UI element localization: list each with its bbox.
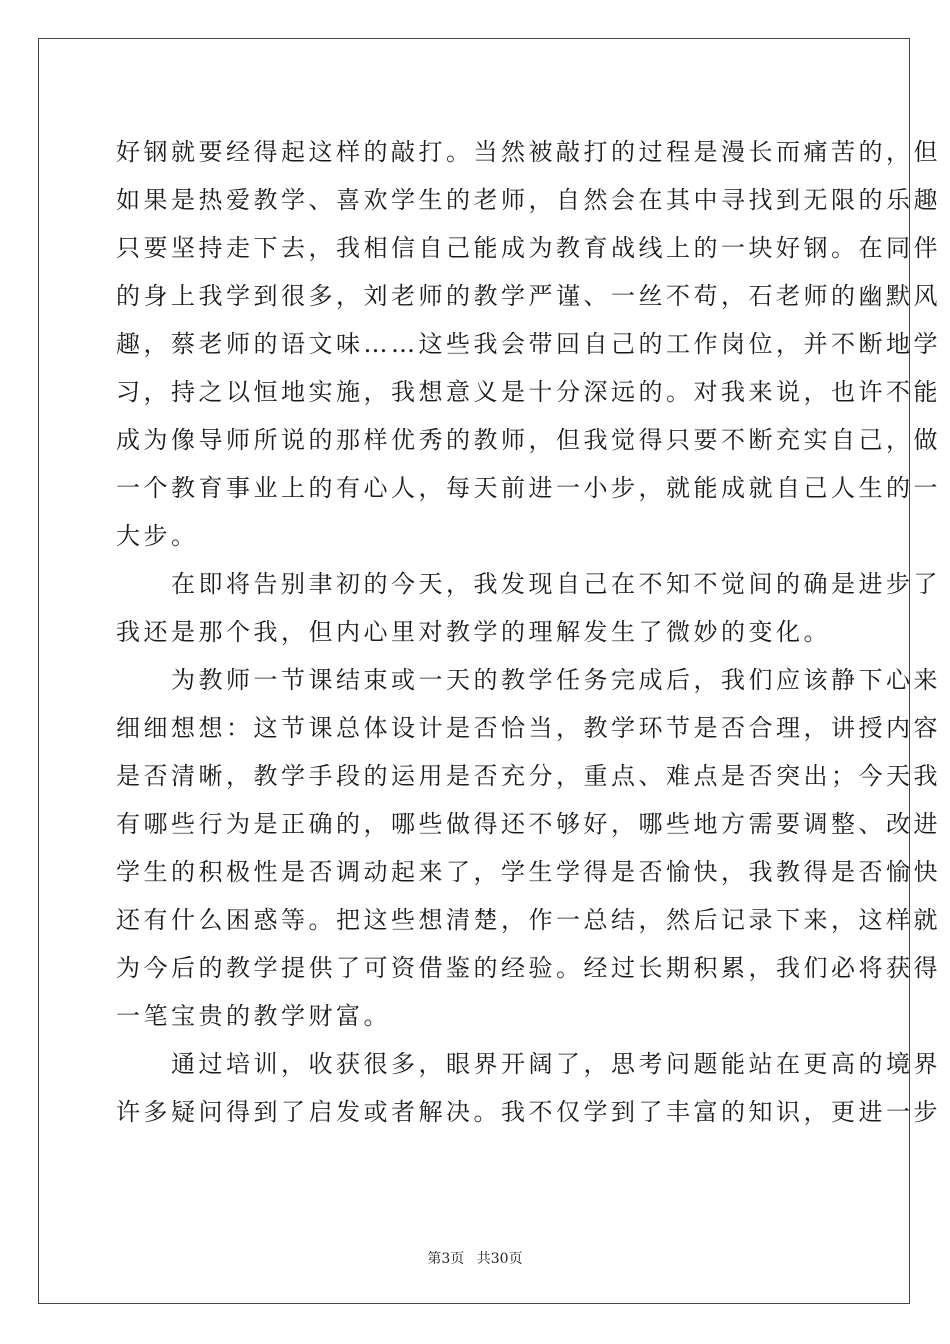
text-line: 如果是热爱教学、喜欢学生的老师，自然会在其中寻找到无限的乐趣 (116, 186, 941, 214)
text-line: 在即将告别聿初的今天，我发现自己在不知不觉间的确是进步了 (116, 570, 941, 598)
page-number: 第3页 (427, 1251, 465, 1267)
text-line: 大步。 (116, 522, 199, 550)
text-line: 为今后的教学提供了可资借鉴的经验。经过长期积累，我们必将获得 (116, 954, 941, 982)
text-line: 还有什么困惑等。把这些想清楚，作一总结，然后记录下来，这样就 (116, 906, 941, 934)
text-line: 一笔宝贵的教学财富。 (116, 1002, 391, 1030)
text-line: 习，持之以恒地实施，我想意义是十分深远的。对我来说，也许不能 (116, 378, 941, 406)
text-line: 我还是那个我，但内心里对教学的理解发生了微妙的变化。 (116, 618, 831, 646)
text-line: 成为像导师所说的那样优秀的教师，但我觉得只要不断充实自己，做 (116, 426, 941, 454)
document-body (116, 128, 941, 1136)
page-total: 共30页 (476, 1251, 523, 1267)
text-line: 通过培训，收获很多，眼界开阔了，思考问题能站在更高的境界 (116, 1050, 941, 1078)
text-line: 为教师一节课结束或一天的教学任务完成后，我们应该静下心来 (116, 666, 941, 694)
text-line: 好钢就要经得起这样的敲打。当然被敲打的过程是漫长而痛苦的，但 (116, 138, 941, 166)
text-line: 只要坚持走下去，我相信自己能成为教育战线上的一块好钢。在同伴 (116, 234, 941, 262)
text-line: 是否清晰，教学手段的运用是否充分，重点、难点是否突出；今天我 (116, 762, 941, 790)
text-line: 许多疑问得到了启发或者解决。我不仅学到了丰富的知识，更进一步 (116, 1098, 941, 1126)
text-line: 有哪些行为是正确的，哪些做得还不够好，哪些地方需要调整、改进 (116, 810, 941, 838)
text-line: 的身上我学到很多，刘老师的教学严谨、一丝不苟，石老师的幽默风 (116, 282, 941, 310)
text-line: 趣，蔡老师的语文味……这些我会带回自己的工作岗位，并不断地学 (116, 330, 941, 358)
text-line: 学生的积极性是否调动起来了，学生学得是否愉快，我教得是否愉快 (116, 858, 941, 886)
text-line: 细细想想：这节课总体设计是否恰当，教学环节是否合理，讲授内容 (116, 714, 941, 742)
text-line: 一个教育事业上的有心人，每天前进一小步，就能成就自己人生的一 (116, 474, 941, 502)
page-footer (0, 1248, 950, 1268)
